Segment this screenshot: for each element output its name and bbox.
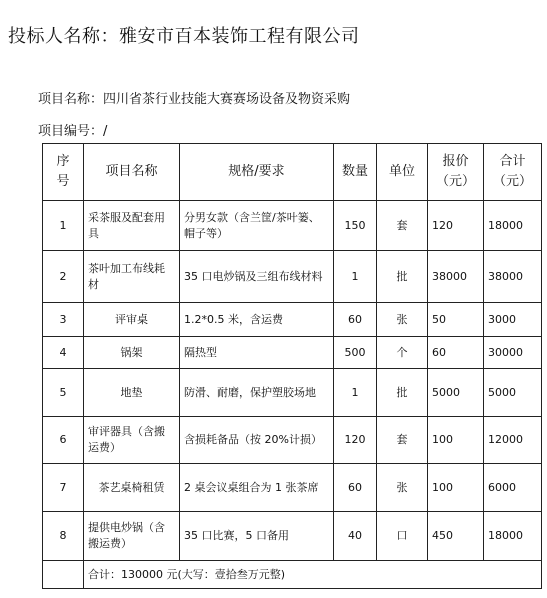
table-row <box>43 417 542 464</box>
row-index: 1 <box>43 201 84 251</box>
total-row <box>43 561 542 589</box>
row-price: 5000 <box>428 369 484 417</box>
row-item: 锅架 <box>84 337 180 369</box>
row-price: 450 <box>428 512 484 561</box>
row-item: 地垫 <box>84 369 180 417</box>
row-spec: 2 桌会议桌组合为 1 张茶席 <box>180 464 334 512</box>
total-spacer <box>43 561 84 589</box>
row-unit: 个 <box>377 337 428 369</box>
total-cell <box>84 561 542 589</box>
table-row <box>43 303 542 337</box>
row-item: 茶叶加工布线耗材 <box>84 251 180 303</box>
table-row <box>43 464 542 512</box>
row-unit: 口 <box>377 512 428 561</box>
project-code-label: 项目编号： <box>38 124 104 139</box>
table-row <box>43 201 542 251</box>
row-price: 120 <box>428 201 484 251</box>
row-price: 100 <box>428 464 484 512</box>
row-price: 38000 <box>428 251 484 303</box>
header-spec: 规格/要求 <box>180 144 334 201</box>
row-total: 38000 <box>484 251 542 303</box>
row-spec: 1.2*0.5 米，含运费 <box>180 303 334 337</box>
row-unit: 批 <box>377 251 428 303</box>
table-header-row <box>43 144 542 201</box>
row-spec: 分男女款（含兰筐/茶叶篓、帽子等） <box>180 201 334 251</box>
row-total: 18000 <box>484 201 542 251</box>
row-item: 采茶服及配套用具 <box>84 201 180 251</box>
row-spec: 隔热型 <box>180 337 334 369</box>
row-unit: 张 <box>377 464 428 512</box>
header-qty: 数量 <box>334 144 377 201</box>
project-code-line <box>38 120 107 139</box>
row-index: 6 <box>43 417 84 464</box>
row-item: 茶艺桌椅租赁 <box>84 464 180 512</box>
row-qty: 500 <box>334 337 377 369</box>
project-name-label: 项目名称： <box>38 92 104 107</box>
project-name-line <box>38 88 350 107</box>
row-spec: 含损耗备品（按 20%计损） <box>180 417 334 464</box>
row-total: 6000 <box>484 464 542 512</box>
header-price: 报价 （元） <box>428 144 484 201</box>
row-index: 8 <box>43 512 84 561</box>
bidder-line <box>8 22 360 48</box>
row-index: 2 <box>43 251 84 303</box>
header-total: 合计 （元） <box>484 144 542 201</box>
row-total: 5000 <box>484 369 542 417</box>
total-label: 合计： <box>88 567 121 581</box>
quotation-table <box>42 143 542 589</box>
table-row <box>43 251 542 303</box>
row-total: 12000 <box>484 417 542 464</box>
row-index: 5 <box>43 369 84 417</box>
table-row <box>43 337 542 369</box>
row-total: 30000 <box>484 337 542 369</box>
project-code: / <box>103 124 108 139</box>
row-price: 50 <box>428 303 484 337</box>
row-total: 18000 <box>484 512 542 561</box>
row-index: 4 <box>43 337 84 369</box>
row-unit: 批 <box>377 369 428 417</box>
project-name: 四川省茶行业技能大赛赛场设备及物资采购 <box>103 92 351 107</box>
header-index: 序 号 <box>43 144 84 201</box>
row-qty: 60 <box>334 303 377 337</box>
row-item: 评审桌 <box>84 303 180 337</box>
bidder-name: 雅安市百本装饰工程有限公司 <box>119 26 360 47</box>
row-price: 100 <box>428 417 484 464</box>
row-item: 审评器具（含搬运费） <box>84 417 180 464</box>
row-unit: 张 <box>377 303 428 337</box>
row-qty: 60 <box>334 464 377 512</box>
total-value: 130000 元(大写：壹拾叁万元整) <box>121 567 286 581</box>
row-index: 7 <box>43 464 84 512</box>
row-price: 60 <box>428 337 484 369</box>
row-unit: 套 <box>377 417 428 464</box>
row-index: 3 <box>43 303 84 337</box>
table-row <box>43 512 542 561</box>
row-total: 3000 <box>484 303 542 337</box>
row-spec: 35 口比赛，5 口备用 <box>180 512 334 561</box>
table-row <box>43 369 542 417</box>
row-qty: 150 <box>334 201 377 251</box>
row-qty: 40 <box>334 512 377 561</box>
row-spec: 防滑、耐磨，保护塑胶场地 <box>180 369 334 417</box>
row-item: 提供电炒锅（含搬运费） <box>84 512 180 561</box>
header-unit: 单位 <box>377 144 428 201</box>
bidder-label: 投标人名称： <box>8 26 119 47</box>
row-qty: 1 <box>334 251 377 303</box>
header-item: 项目名称 <box>84 144 180 201</box>
row-unit: 套 <box>377 201 428 251</box>
row-qty: 120 <box>334 417 377 464</box>
row-qty: 1 <box>334 369 377 417</box>
row-spec: 35 口电炒锅及三组布线材料 <box>180 251 334 303</box>
